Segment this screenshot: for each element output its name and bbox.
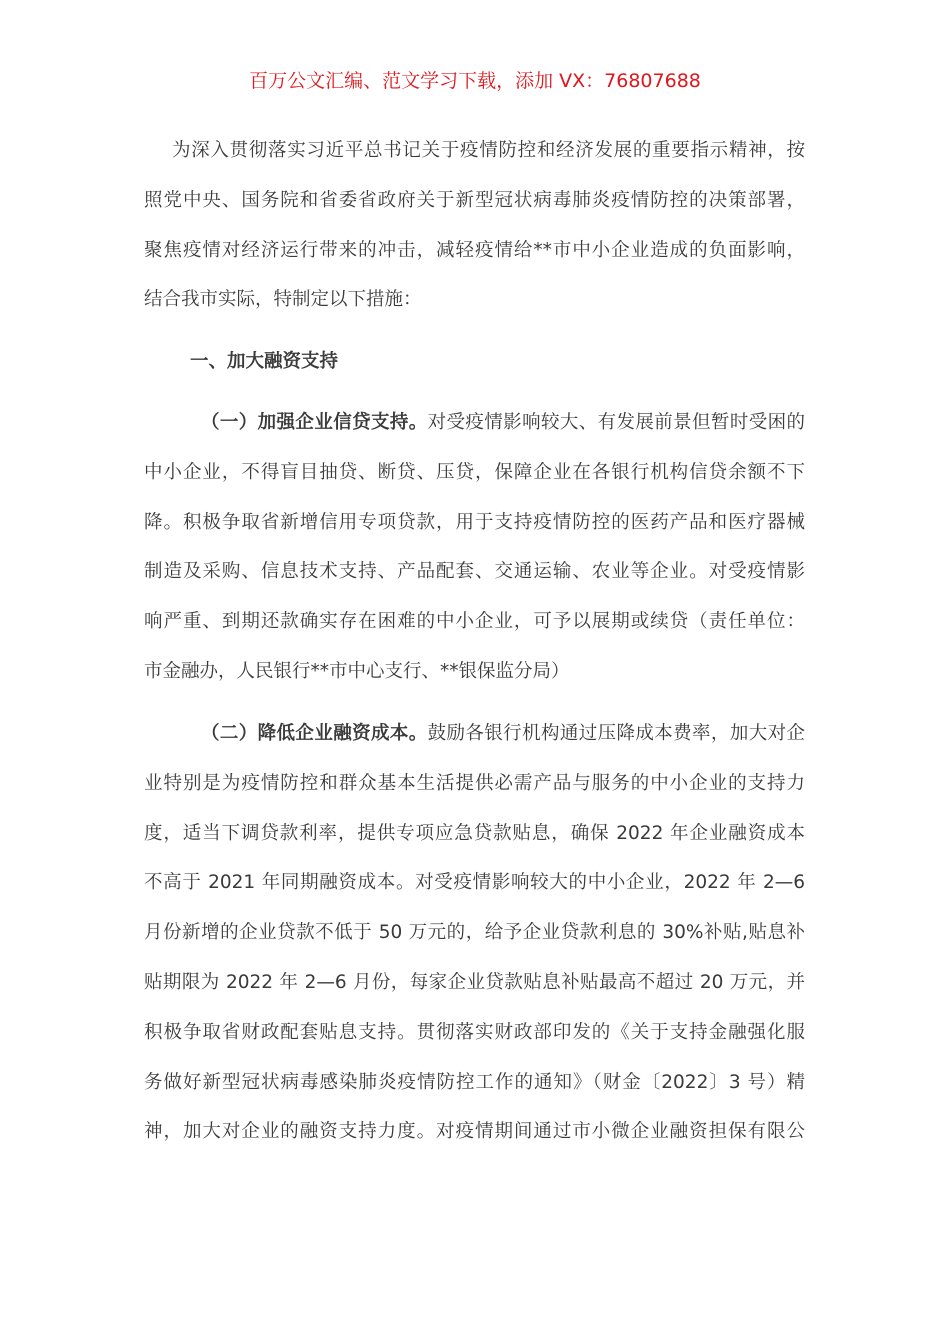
text-line: 务做好新型冠状病毒感染肺炎疫情防控工作的通知》（财金〔2022〕3 号）精 <box>144 1071 805 1093</box>
text-line: 为深入贯彻落实习近平总书记关于疫情防控和经济发展的重要指示精神，按 <box>172 140 805 161</box>
paragraph-lead: （二）降低企业融资成本。 <box>201 723 428 744</box>
text-line: 贴期限为 2022 年 2—6 月份，每家企业贷款贴息补贴最高不超过 20 万元，并 <box>144 971 805 993</box>
watermark-banner: 百万公文汇编、范文学习下载，添加 VX：76807688 <box>249 70 701 92</box>
text-line: 月份新增的企业贷款不低于 50 万元的，给予企业贷款利息的 30%补贴,贴息补 <box>144 922 805 944</box>
text-line: 度，适当下调贷款利率，提供专项应急贷款贴息，确保 2022 年企业融资成本 <box>144 822 805 844</box>
text-span: 鼓励各银行机构通过压降成本费率，加大对企 <box>427 723 805 744</box>
text-line <box>144 719 805 769</box>
paragraph-lead: （一）加强企业信贷支持。 <box>201 412 428 433</box>
paragraph-financing-cost <box>144 719 805 1167</box>
text-line: 市金融办，人民银行**市中心支行、**银保监分局） <box>144 660 570 682</box>
text-line: 结合我市实际，特制定以下措施： <box>144 289 422 311</box>
text-line: 响严重、到期还款确实存在困难的中小企业，可予以展期或续贷（责任单位： <box>144 611 805 633</box>
text-line: 照党中央、国务院和省委省政府关于新型冠状病毒肺炎疫情防控的决策部署， <box>144 189 805 211</box>
text-line: 不高于 2021 年同期融资成本。对受疫情影响较大的中小企业，2022 年 2—6 <box>144 872 805 894</box>
text-line: 中小企业，不得盲目抽贷、断贷、压贷，保障企业在各银行机构信贷余额不下 <box>144 461 805 483</box>
text-line: 积极争取省财政配套贴息支持。贯彻落实财政部印发的《关于支持金融强化服 <box>144 1021 805 1043</box>
text-line: 神，加大对企业的融资支持力度。对疫情期间通过市小微企业融资担保有限公 <box>144 1121 805 1143</box>
text-line: 降。积极争取省新增信用专项贷款，用于支持疫情防控的医药产品和医疗器械 <box>144 511 805 533</box>
paragraph-credit-support <box>144 408 805 707</box>
text-line: 制造及采购、信息技术支持、产品配套、交通运输、农业等企业。对受疫情影 <box>144 561 805 583</box>
text-span: 对受疫情影响较大、有发展前景但暂时受困的 <box>427 412 805 433</box>
text-line: 聚焦疫情对经济运行带来的冲击，减轻疫情给**市中小企业造成的负面影响， <box>144 239 805 261</box>
text-line <box>144 408 805 458</box>
section-heading: 一、加大融资支持 <box>190 351 339 372</box>
intro-paragraph <box>144 136 805 335</box>
text-line: 业特别是为疫情防控和群众基本生活提供必需产品与服务的中小企业的支持力 <box>144 772 805 794</box>
